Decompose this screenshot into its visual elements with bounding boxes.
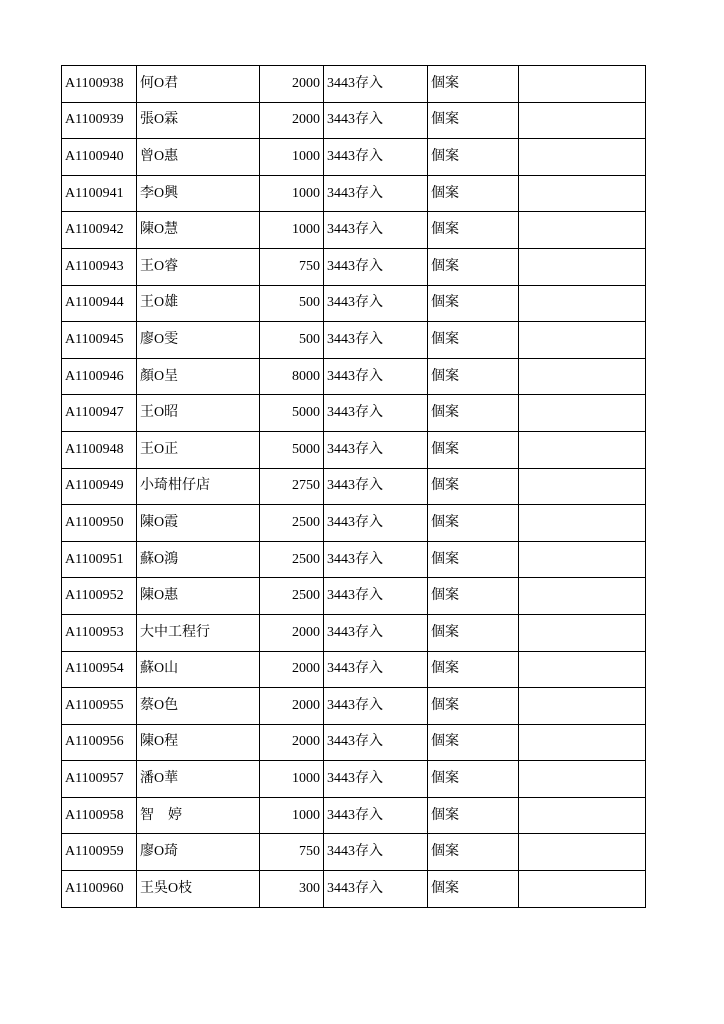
table-row [62, 724, 646, 761]
remark-cell [519, 66, 646, 103]
category-cell: 個案 [428, 358, 519, 395]
category-cell: 個案 [428, 175, 519, 212]
donor-name-cell: 潘O華 [137, 761, 260, 798]
amount-cell: 750 [260, 834, 324, 871]
record-id-cell: A1100948 [62, 431, 137, 468]
donor-name-cell: 蘇O鴻 [137, 541, 260, 578]
table-row [62, 285, 646, 322]
record-id-cell: A1100942 [62, 212, 137, 249]
deposit-note-cell: 3443存入 [324, 139, 428, 176]
record-id-cell: A1100952 [62, 578, 137, 615]
record-id-cell: A1100958 [62, 797, 137, 834]
remark-cell [519, 395, 646, 432]
category-cell: 個案 [428, 688, 519, 725]
donor-name-cell: 智 婷 [137, 797, 260, 834]
record-id-cell: A1100943 [62, 248, 137, 285]
record-id-cell: A1100947 [62, 395, 137, 432]
amount-cell: 2000 [260, 688, 324, 725]
record-id-cell: A1100957 [62, 761, 137, 798]
donor-name-cell: 陳O程 [137, 724, 260, 761]
category-cell: 個案 [428, 395, 519, 432]
category-cell: 個案 [428, 614, 519, 651]
remark-cell [519, 541, 646, 578]
donor-name-cell: 廖O琦 [137, 834, 260, 871]
donor-name-cell: 陳O霞 [137, 505, 260, 542]
category-cell: 個案 [428, 578, 519, 615]
category-cell: 個案 [428, 66, 519, 103]
donor-name-cell: 大中工程行 [137, 614, 260, 651]
record-id-cell: A1100956 [62, 724, 137, 761]
deposit-note-cell: 3443存入 [324, 212, 428, 249]
category-cell: 個案 [428, 248, 519, 285]
record-id-cell: A1100951 [62, 541, 137, 578]
deposit-note-cell: 3443存入 [324, 688, 428, 725]
donor-name-cell: 蔡O色 [137, 688, 260, 725]
deposit-note-cell: 3443存入 [324, 761, 428, 798]
table-row [62, 212, 646, 249]
category-cell: 個案 [428, 468, 519, 505]
record-id-cell: A1100959 [62, 834, 137, 871]
deposit-note-cell: 3443存入 [324, 66, 428, 103]
table-row [62, 358, 646, 395]
table-row [62, 688, 646, 725]
table-row [62, 614, 646, 651]
donor-name-cell: 顏O呈 [137, 358, 260, 395]
table-row [62, 248, 646, 285]
amount-cell: 5000 [260, 395, 324, 432]
record-id-cell: A1100955 [62, 688, 137, 725]
amount-cell: 750 [260, 248, 324, 285]
deposit-note-cell: 3443存入 [324, 102, 428, 139]
table-row [62, 834, 646, 871]
amount-cell: 500 [260, 285, 324, 322]
amount-cell: 1000 [260, 139, 324, 176]
donor-name-cell: 李O興 [137, 175, 260, 212]
remark-cell [519, 248, 646, 285]
deposit-note-cell: 3443存入 [324, 431, 428, 468]
category-cell: 個案 [428, 871, 519, 908]
amount-cell: 2000 [260, 102, 324, 139]
category-cell: 個案 [428, 834, 519, 871]
remark-cell [519, 724, 646, 761]
deposit-note-cell: 3443存入 [324, 395, 428, 432]
donor-name-cell: 王O正 [137, 431, 260, 468]
deposit-note-cell: 3443存入 [324, 358, 428, 395]
category-cell: 個案 [428, 322, 519, 359]
remark-cell [519, 834, 646, 871]
record-id-cell: A1100938 [62, 66, 137, 103]
remark-cell [519, 688, 646, 725]
category-cell: 個案 [428, 212, 519, 249]
remark-cell [519, 578, 646, 615]
donor-name-cell: 廖O雯 [137, 322, 260, 359]
amount-cell: 2000 [260, 651, 324, 688]
donor-name-cell: 小琦柑仔店 [137, 468, 260, 505]
remark-cell [519, 431, 646, 468]
amount-cell: 1000 [260, 212, 324, 249]
deposit-note-cell: 3443存入 [324, 651, 428, 688]
table-row [62, 322, 646, 359]
remark-cell [519, 175, 646, 212]
donor-name-cell: 陳O慧 [137, 212, 260, 249]
remark-cell [519, 614, 646, 651]
remark-cell [519, 871, 646, 908]
amount-cell: 2750 [260, 468, 324, 505]
record-id-cell: A1100960 [62, 871, 137, 908]
amount-cell: 300 [260, 871, 324, 908]
amount-cell: 1000 [260, 797, 324, 834]
remark-cell [519, 797, 646, 834]
category-cell: 個案 [428, 505, 519, 542]
amount-cell: 2500 [260, 505, 324, 542]
amount-cell: 2500 [260, 578, 324, 615]
donor-name-cell: 張O霖 [137, 102, 260, 139]
amount-cell: 2000 [260, 724, 324, 761]
remark-cell [519, 651, 646, 688]
table-row [62, 102, 646, 139]
remark-cell [519, 102, 646, 139]
remark-cell [519, 212, 646, 249]
record-id-cell: A1100944 [62, 285, 137, 322]
deposit-note-cell: 3443存入 [324, 468, 428, 505]
category-cell: 個案 [428, 724, 519, 761]
amount-cell: 1000 [260, 175, 324, 212]
table-row [62, 468, 646, 505]
record-id-cell: A1100949 [62, 468, 137, 505]
table-row [62, 431, 646, 468]
deposit-note-cell: 3443存入 [324, 724, 428, 761]
deposit-note-cell: 3443存入 [324, 871, 428, 908]
remark-cell [519, 468, 646, 505]
table-row [62, 175, 646, 212]
table-row [62, 66, 646, 103]
table-row [62, 541, 646, 578]
record-id-cell: A1100939 [62, 102, 137, 139]
amount-cell: 8000 [260, 358, 324, 395]
donor-name-cell: 何O君 [137, 66, 260, 103]
record-id-cell: A1100940 [62, 139, 137, 176]
donor-name-cell: 王吳O枝 [137, 871, 260, 908]
category-cell: 個案 [428, 541, 519, 578]
amount-cell: 2000 [260, 614, 324, 651]
table-row [62, 761, 646, 798]
table-row [62, 578, 646, 615]
table-body [62, 66, 646, 908]
deposit-note-cell: 3443存入 [324, 578, 428, 615]
donation-table [61, 65, 646, 908]
remark-cell [519, 285, 646, 322]
deposit-note-cell: 3443存入 [324, 834, 428, 871]
table-row [62, 139, 646, 176]
category-cell: 個案 [428, 431, 519, 468]
amount-cell: 2000 [260, 66, 324, 103]
donor-name-cell: 王O昭 [137, 395, 260, 432]
record-id-cell: A1100941 [62, 175, 137, 212]
deposit-note-cell: 3443存入 [324, 175, 428, 212]
table-row [62, 505, 646, 542]
table-row [62, 797, 646, 834]
donor-name-cell: 曾O惠 [137, 139, 260, 176]
table-row [62, 395, 646, 432]
deposit-note-cell: 3443存入 [324, 614, 428, 651]
donor-name-cell: 王O雄 [137, 285, 260, 322]
donor-name-cell: 陳O惠 [137, 578, 260, 615]
remark-cell [519, 761, 646, 798]
deposit-note-cell: 3443存入 [324, 541, 428, 578]
deposit-note-cell: 3443存入 [324, 505, 428, 542]
amount-cell: 500 [260, 322, 324, 359]
record-id-cell: A1100954 [62, 651, 137, 688]
remark-cell [519, 139, 646, 176]
remark-cell [519, 322, 646, 359]
amount-cell: 1000 [260, 761, 324, 798]
category-cell: 個案 [428, 139, 519, 176]
table-row [62, 651, 646, 688]
deposit-note-cell: 3443存入 [324, 322, 428, 359]
record-id-cell: A1100950 [62, 505, 137, 542]
record-id-cell: A1100946 [62, 358, 137, 395]
record-id-cell: A1100953 [62, 614, 137, 651]
remark-cell [519, 505, 646, 542]
deposit-note-cell: 3443存入 [324, 797, 428, 834]
category-cell: 個案 [428, 797, 519, 834]
category-cell: 個案 [428, 651, 519, 688]
deposit-note-cell: 3443存入 [324, 285, 428, 322]
deposit-note-cell: 3443存入 [324, 248, 428, 285]
record-id-cell: A1100945 [62, 322, 137, 359]
category-cell: 個案 [428, 285, 519, 322]
category-cell: 個案 [428, 761, 519, 798]
amount-cell: 2500 [260, 541, 324, 578]
category-cell: 個案 [428, 102, 519, 139]
table-row [62, 871, 646, 908]
donor-name-cell: 王O睿 [137, 248, 260, 285]
donor-name-cell: 蘇O山 [137, 651, 260, 688]
remark-cell [519, 358, 646, 395]
amount-cell: 5000 [260, 431, 324, 468]
